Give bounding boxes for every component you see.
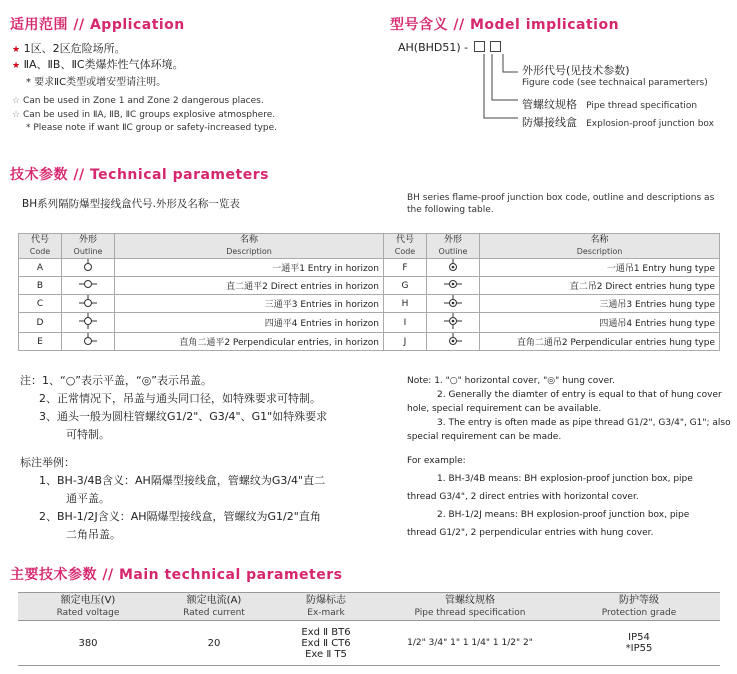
- outline-cell: [62, 259, 115, 277]
- notes-en: [407, 374, 731, 540]
- desc-cell: 一通吊1 Entry hung type: [480, 259, 720, 277]
- technical-table-header: [19, 234, 720, 259]
- outline-cell: [427, 259, 480, 277]
- outline-three-entry-hung-icon: [444, 295, 462, 309]
- code-cell: G: [384, 277, 427, 295]
- outline-cell: [62, 295, 115, 313]
- exmark-value: Exd Ⅱ BT6 Exd Ⅱ CT6 Exe Ⅱ T5: [270, 621, 382, 666]
- desc-cell: 三通吊3 Entries hung type: [480, 295, 720, 313]
- desc-cell: 三通平3 Entries in horizon: [115, 295, 384, 313]
- header-desc-left: 名称 Description: [115, 234, 384, 259]
- technical-en-intro-1: BH series flame-proof junction box code, outline and descriptions as: [407, 193, 715, 203]
- example-en-line: 1. BH-3/4B means: BH explosion-proof junction box, pipe: [437, 474, 693, 484]
- technical-en-intro-2: the following table.: [407, 205, 494, 215]
- desc-cell: 一通平1 Entry in horizon: [115, 259, 384, 277]
- example-en-title: For example:: [407, 456, 466, 466]
- header-exmark: 防爆标志 Ex-mark: [270, 593, 382, 621]
- table-row: [19, 333, 720, 351]
- outline-cell: [62, 333, 115, 351]
- outline-one-entry-hung-icon: [446, 259, 460, 273]
- example-en-line: thread G1/2", 2 perpendicular entries with hung cover.: [407, 528, 654, 538]
- header-thread: 管螺纹规格 Pipe thread specification: [382, 593, 558, 621]
- model-figure-code-en: Figure code (see technaical paramerters): [522, 78, 708, 88]
- note-en-line: Note: 1. "○" horizontal cover, "◎" hung cover.: [407, 376, 615, 386]
- desc-cell: 直角二通吊2 Perpendicular entries hung type: [480, 333, 720, 351]
- application-note: * 要求ⅡC类型或增安型请注明。: [26, 77, 167, 88]
- note-en-line: hole, special requirement can be available.: [407, 404, 602, 414]
- note-cn-line: 3、通头一般为圆柱管螺纹G1/2"、G3/4"、G1"如特殊要求: [39, 410, 328, 423]
- outline-four-entry-hung-icon: [444, 313, 462, 329]
- desc-cell: 四通平4 Entries in horizon: [115, 313, 384, 333]
- outline-two-entry-icon: [79, 277, 97, 291]
- voltage-value: 380: [18, 621, 158, 666]
- header-current: 额定电流(A) Rated current: [158, 593, 270, 621]
- main-title: 主要技术参数 // Main technical parameters: [10, 567, 343, 583]
- table-row: [19, 277, 720, 295]
- hollow-star-icon: ☆: [12, 96, 21, 106]
- star-icon: ★: [12, 61, 21, 71]
- model-brackets: [480, 52, 520, 122]
- outline-four-entry-icon: [79, 313, 97, 329]
- outline-cell: [427, 277, 480, 295]
- code-cell: A: [19, 259, 62, 277]
- table-row: [18, 621, 720, 666]
- example-cn-line: 2、BH-1/2J含义：AH隔爆型接线盒，管螺纹为G1/2"直角: [39, 510, 321, 523]
- header-outline-right: 外形 Outline: [427, 234, 480, 259]
- model-junction-box: 防爆接线盒 Explosion-proof junction box: [522, 116, 714, 129]
- note-en-line: 3. The entry is often made as pipe thread G1/2", G3/4", G1"; also: [437, 418, 731, 428]
- example-cn-line: 二角吊盖。: [66, 528, 121, 541]
- code-cell: I: [384, 313, 427, 333]
- model-code: AH(BHD51) -: [398, 41, 501, 54]
- application-item-2: ★ ⅡA、ⅡB、ⅡC类爆炸性气体环境。: [12, 58, 184, 71]
- current-value: 20: [158, 621, 270, 666]
- header-protection: 防护等级 Protection grade: [558, 593, 720, 621]
- model-title: 型号含义 // Model implication: [390, 17, 620, 33]
- table-row: [19, 259, 720, 277]
- model-figure-code-cn: 外形代号(见技术参数): [522, 64, 630, 77]
- note-cn-line: 可特制。: [66, 428, 110, 441]
- note-cn-line: 2、正常情况下，吊盖与通头同口径，如特殊要求可特制。: [39, 392, 321, 405]
- outline-perpendicular-entry-hung-icon: [444, 333, 462, 347]
- outline-perpendicular-entry-icon: [79, 333, 97, 347]
- desc-cell: 四通吊4 Entries hung type: [480, 313, 720, 333]
- application-en-note: * Please note if want ⅡC group or safety-increased type.: [26, 123, 278, 133]
- outline-two-entry-hung-icon: [444, 277, 462, 291]
- star-icon: ★: [12, 45, 21, 55]
- note-en-line: special requirement can be made.: [407, 432, 562, 442]
- outline-one-entry-icon: [81, 259, 95, 273]
- model-box-2: [490, 41, 501, 52]
- outline-cell: [62, 277, 115, 295]
- header-desc-right: 名称 Description: [480, 234, 720, 259]
- code-cell: D: [19, 313, 62, 333]
- notes-cn: [20, 372, 327, 544]
- code-cell: J: [384, 333, 427, 351]
- code-cell: F: [384, 259, 427, 277]
- thread-value: 1/2" 3/4" 1" 1 1/4" 1 1/2" 2": [382, 621, 558, 666]
- application-title: 适用范围 // Application: [10, 17, 185, 33]
- header-code-right: 代号 Code: [384, 234, 427, 259]
- example-cn-title: 标注举例：: [20, 456, 75, 469]
- application-en-item-2: ☆ Can be used in ⅡA, ⅡB, ⅡC groups explosive atmosphere.: [12, 110, 276, 120]
- outline-cell: [62, 313, 115, 333]
- main-table: [18, 592, 720, 666]
- header-outline-left: 外形 Outline: [62, 234, 115, 259]
- model-pipe-thread: 管螺纹规格 Pipe thread specification: [522, 98, 698, 111]
- code-cell: E: [19, 333, 62, 351]
- main-table-header: [18, 593, 720, 621]
- application-en-item-1: ☆ Can be used in Zone 1 and Zone 2 dangerous places.: [12, 96, 264, 106]
- header-code-left: 代号 Code: [19, 234, 62, 259]
- code-cell: C: [19, 295, 62, 313]
- table-row: [19, 295, 720, 313]
- table-row: [19, 313, 720, 333]
- example-cn-line: 通平盖。: [66, 492, 110, 505]
- hollow-star-icon: ☆: [12, 110, 21, 120]
- outline-cell: [427, 333, 480, 351]
- note-en-line: 2. Generally the diamter of entry is equal to that of hung cover: [437, 390, 722, 400]
- technical-table: [18, 233, 720, 351]
- outline-three-entry-icon: [79, 295, 97, 309]
- desc-cell: 直二吊2 Direct entries hung type: [480, 277, 720, 295]
- example-en-line: thread G3/4", 2 direct entries with horizontal cover.: [407, 492, 639, 502]
- note-cn-line: 注：1、“○”表示平盖，“◎”表示吊盖。: [20, 374, 212, 387]
- outline-cell: [427, 295, 480, 313]
- code-cell: H: [384, 295, 427, 313]
- example-en-line: 2. BH-1/2J means: BH explosion-proof junction box, pipe: [437, 510, 690, 520]
- model-box-1: [474, 41, 485, 52]
- desc-cell: 直角二通平2 Perpendicular entries, in horizon: [115, 333, 384, 351]
- header-voltage: 额定电压(V) Rated voltage: [18, 593, 158, 621]
- technical-cn-intro: BH系列隔防爆型接线盒代号.外形及名称一览表: [22, 198, 240, 210]
- code-cell: B: [19, 277, 62, 295]
- outline-cell: [427, 313, 480, 333]
- protection-value: IP54 *IP55: [558, 621, 720, 666]
- desc-cell: 直二通平2 Direct entries in horizon: [115, 277, 384, 295]
- technical-title: 技术参数 // Technical parameters: [10, 167, 269, 183]
- example-cn-line: 1、BH-3/4B含义：AH隔爆型接线盒，管螺纹为G3/4"直二: [39, 474, 326, 487]
- application-item-1: ★ 1区、2区危险场所。: [12, 42, 126, 55]
